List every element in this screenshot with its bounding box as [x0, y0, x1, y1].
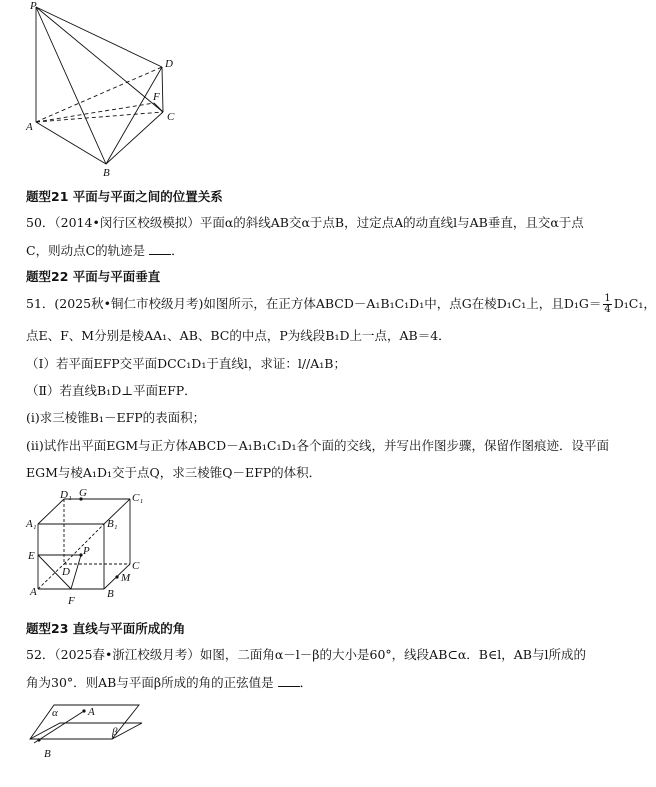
label-alpha: α	[52, 707, 58, 719]
label-p: P	[30, 0, 37, 12]
label-g: G	[79, 487, 87, 499]
q51-line1a: 51．(2025秋•铜仁市校级月考)如图所示，在正方体ABCD－A₁B₁C₁D₁中，点G在棱D₁C₁上，且D₁G＝	[26, 296, 602, 311]
q51-part1: （Ⅰ）若平面EFP交平面DCC₁D₁于直线l，求证：l//A₁B；	[26, 356, 346, 371]
q52-line1: 52．（2025春•浙江校级月考）如图，二面角α－l－β的大小是60°，线段AB⊂α．B∈l，AB与l所成的	[26, 647, 586, 662]
section-heading-21: 题型21 平面与平面之间的位置关系	[26, 189, 223, 204]
label-e: E	[28, 550, 35, 562]
label-m: M	[121, 572, 131, 584]
section-heading-22: 题型22 平面与平面垂直	[26, 269, 161, 284]
q52-line2-text: 角为30°．则AB与平面β所成的角的正弦值是	[26, 675, 274, 690]
label-f: F	[68, 595, 75, 607]
q51-line1b: D₁C₁，	[613, 296, 656, 311]
label-beta: β	[112, 726, 118, 738]
fraction-numerator: 1	[604, 293, 611, 304]
q51-part2i: (i)求三棱锥B₁－EFP的表面积；	[26, 410, 206, 425]
q51-part2ii-b: EGM与棱A₁D₁交于点Q，求三棱锥Q－EFP的体积．	[26, 465, 322, 480]
label-c: C	[167, 111, 175, 123]
label-p2: P	[83, 545, 90, 557]
figure-pyramid	[24, 0, 194, 180]
q51-part2: （Ⅱ）若直线B₁D⊥平面EFP．	[26, 383, 197, 398]
q50-line2-text: C，则动点C的轨迹是	[26, 243, 146, 258]
figure-dihedral-angle	[24, 697, 154, 767]
point-m	[115, 575, 118, 578]
label-b1: B₁	[107, 518, 118, 530]
label-a1: A₁	[26, 518, 37, 530]
label-b: B	[44, 748, 51, 760]
label-c: C	[132, 560, 140, 572]
label-f: F	[153, 91, 160, 103]
point-a	[82, 709, 85, 712]
answer-blank-50	[149, 243, 171, 255]
fraction-one-quarter	[603, 294, 611, 315]
fraction-denominator: 4	[604, 304, 611, 315]
label-a: A	[88, 706, 95, 718]
label-b: B	[103, 167, 110, 179]
q52-line2: 角为30°．则AB与平面β所成的角的正弦值是 ．	[26, 675, 313, 690]
q51-part2ii-a: (ii)试作出平面EGM与正方体ABCD－A₁B₁C₁D₁各个面的交线，并写出作图步骤，保留作图痕迹．设平面	[26, 438, 610, 453]
label-c1: C₁	[132, 492, 144, 504]
q51-line2: 点E、F、M分别是棱AA₁、AB、BC的中点，P为线段B₁D上一点，AB＝4．	[26, 328, 451, 343]
q50-line1: 50．（2014•闵行区校级模拟）平面α的斜线AB交α于点B，过定点A的动直线l与AB垂直，且交α于点	[26, 215, 584, 230]
label-d: D	[62, 566, 70, 578]
answer-blank-52	[278, 675, 300, 687]
section-heading-23: 题型23 直线与平面所成的角	[26, 621, 186, 636]
label-b: B	[107, 588, 114, 600]
figure-cube	[24, 487, 164, 612]
point-b	[37, 738, 40, 741]
label-a: A	[30, 586, 37, 598]
label-d1: D₁	[60, 489, 72, 501]
label-d: D	[165, 58, 173, 70]
q50-line2: C，则动点C的轨迹是 ．	[26, 243, 184, 258]
q51-line1	[26, 291, 656, 317]
label-a: A	[26, 121, 33, 133]
